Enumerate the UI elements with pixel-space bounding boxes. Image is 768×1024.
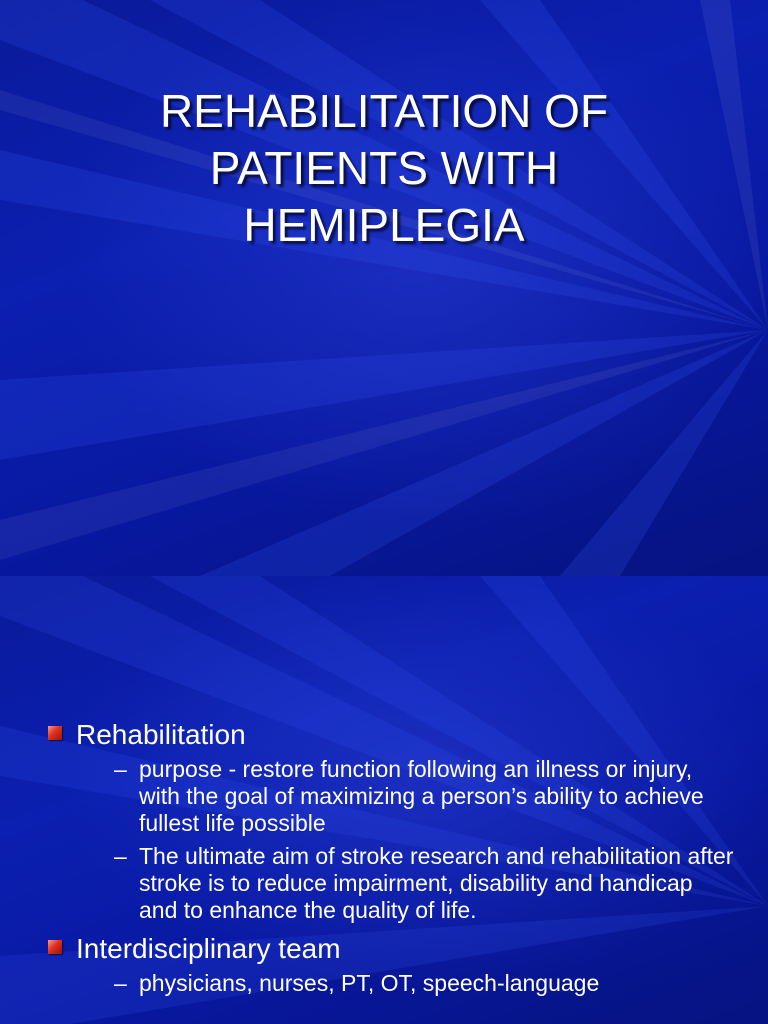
sub-item-text: The ultimate aim of stroke research and rehabilitation after stroke is to reduce impairment, disability and handicap and to enhance the quality of life. (139, 843, 734, 923)
square-bullet-icon (48, 726, 62, 740)
sub-list (76, 756, 736, 924)
sub-item (76, 970, 736, 997)
sub-item (76, 843, 736, 924)
sub-list (76, 970, 736, 997)
bullet-list (46, 716, 736, 1003)
bullet-item (46, 716, 736, 924)
title-line-3: HEMIPLEGIA (243, 198, 525, 251)
content-slide (0, 576, 768, 1024)
sub-item-text: physicians, nurses, PT, OT, speech-language (139, 970, 600, 996)
sub-item (76, 756, 736, 837)
bullet-item (46, 930, 736, 997)
sub-item-text: purpose - restore function following an illness or injury, with the goal of maximizing a person’s ability to achieve fullest life possible (139, 756, 704, 836)
title-line-2: PATIENTS WITH (209, 141, 559, 194)
dash-marker: – (114, 970, 127, 996)
square-bullet-icon (48, 940, 62, 954)
bullet-label: Rehabilitation (76, 719, 246, 750)
slide-title (40, 83, 728, 254)
bullet-label: Interdisciplinary team (76, 933, 341, 964)
dash-marker: – (114, 756, 127, 782)
dash-marker: – (114, 843, 127, 869)
title-line-1: REHABILITATION OF (159, 84, 609, 137)
